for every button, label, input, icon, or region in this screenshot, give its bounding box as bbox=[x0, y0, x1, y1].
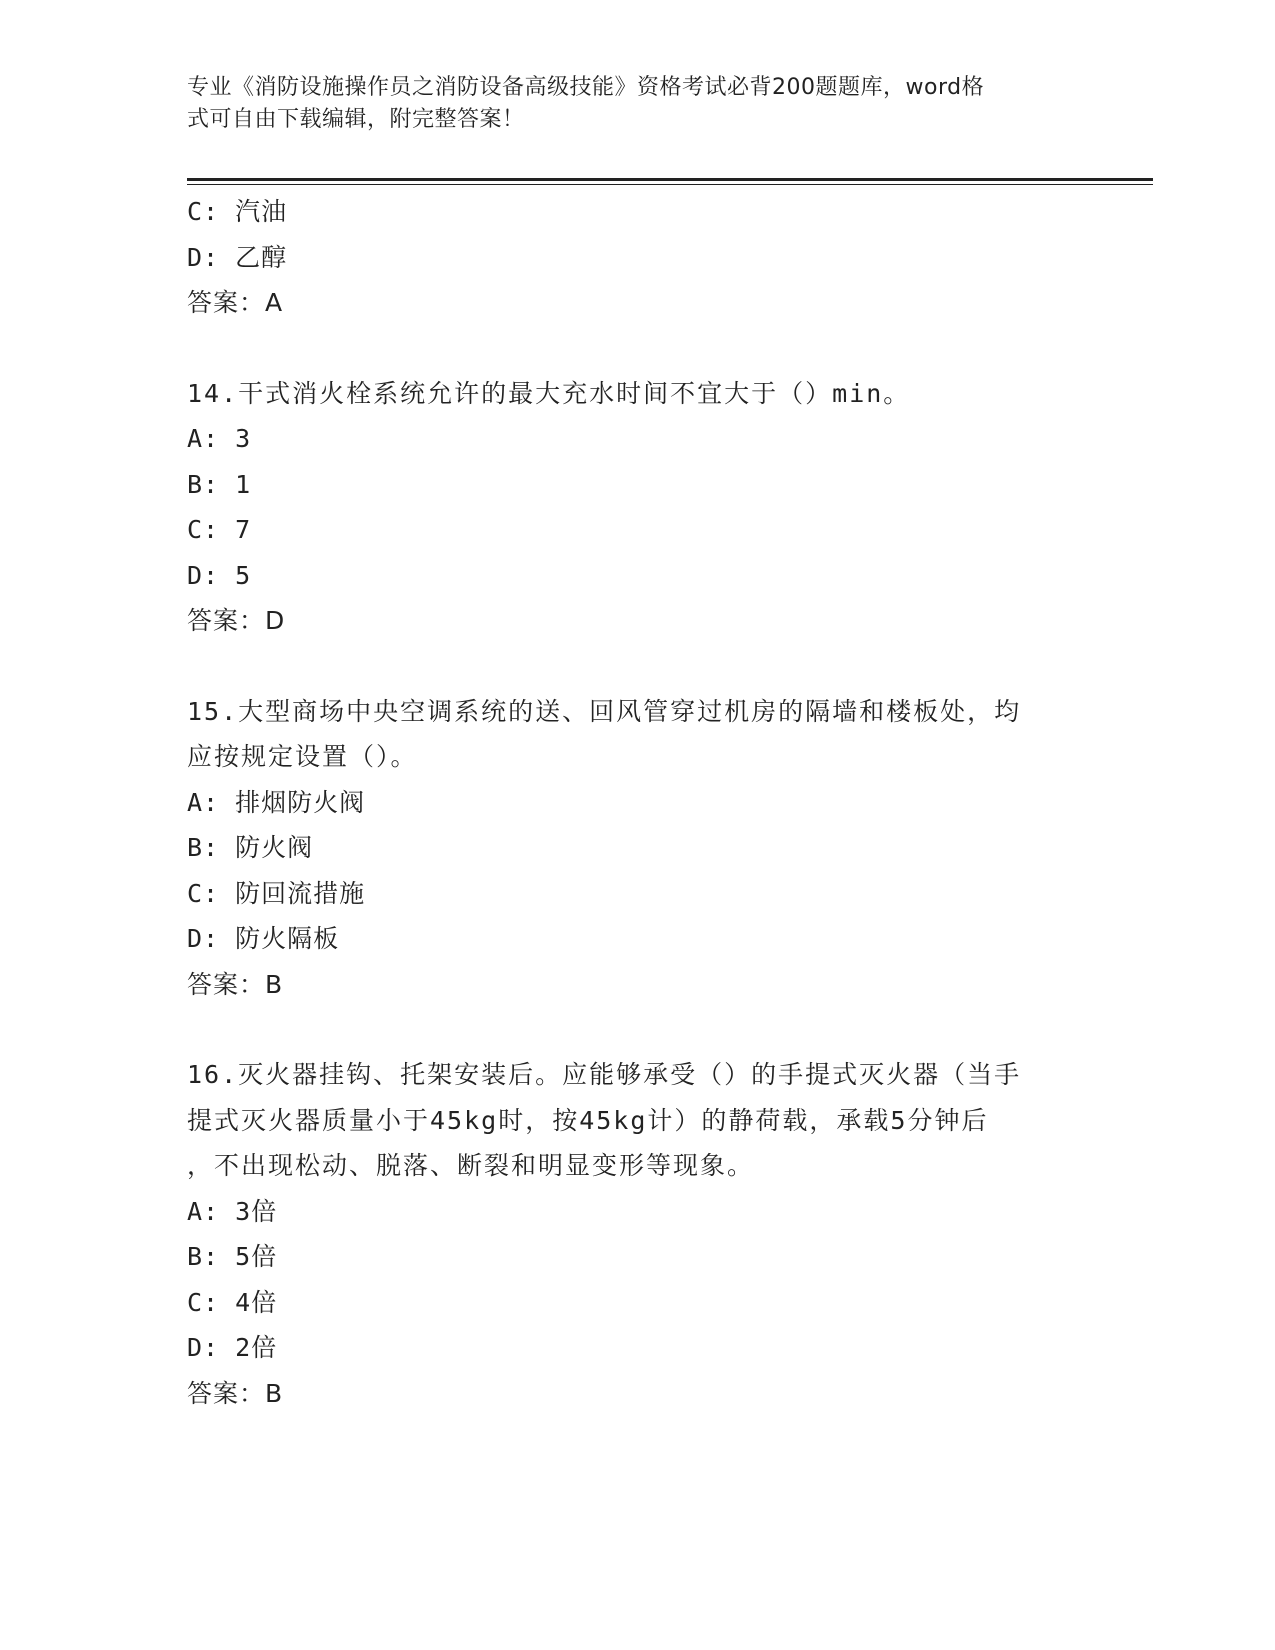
answer-line: 答案：B bbox=[187, 1378, 284, 1408]
question-list bbox=[187, 189, 1087, 1416]
answer-line: 答案：D bbox=[187, 606, 286, 635]
option-b: B: 防火阀 bbox=[187, 833, 314, 862]
option-d: D: 防火隔板 bbox=[187, 924, 340, 953]
question-14 bbox=[187, 371, 1087, 644]
question-stem-line-2: 提式灭火器质量小于45kg时，按45kg计）的静荷载，承载5分钟后 bbox=[187, 1105, 989, 1135]
question-stem: 14.干式消火栓系统允许的最大充水时间不宜大于（）min。 bbox=[187, 378, 911, 408]
answer-line: 答案：B bbox=[187, 969, 284, 999]
question-stem-line-1: 16.灭火器挂钩、托架安装后。应能够承受（）的手提式灭火器（当手 bbox=[187, 1060, 1022, 1089]
question-15 bbox=[187, 689, 1087, 1008]
header-divider-thin bbox=[187, 184, 1153, 185]
question-stem-line-3: ，不出现松动、脱落、断裂和明显变形等现象。 bbox=[187, 1151, 755, 1180]
option-c: C: 7 bbox=[187, 515, 252, 544]
answer-line: 答案：A bbox=[187, 288, 284, 317]
option-a: A: 排烟防火阀 bbox=[187, 787, 366, 817]
option-a: A: 3 bbox=[187, 424, 252, 453]
option-b: B: 5倍 bbox=[187, 1242, 278, 1271]
option-c: C: 4倍 bbox=[187, 1287, 278, 1317]
question-stem-line-1: 15.大型商场中央空调系统的送、回风管穿过机房的隔墙和楼板处，均 bbox=[187, 696, 1022, 726]
header-divider-thick bbox=[187, 178, 1153, 181]
option-b: B: 1 bbox=[187, 469, 252, 499]
option-a: A: 3倍 bbox=[187, 1196, 278, 1226]
previous-question-tail bbox=[187, 189, 1087, 326]
option-c: C: 汽油 bbox=[187, 197, 288, 226]
option-d: D: 2倍 bbox=[187, 1333, 278, 1362]
option-d: D: 乙醇 bbox=[187, 242, 288, 272]
header-line-2: 式可自由下载编辑，附完整答案！ bbox=[187, 107, 525, 132]
option-c: C: 防回流措施 bbox=[187, 878, 366, 908]
question-16 bbox=[187, 1052, 1087, 1416]
option-d: D: 5 bbox=[187, 560, 252, 590]
header-line-1: 专业《消防设施操作员之消防设备高级技能》资格考试必背200题题库，word格 bbox=[187, 75, 985, 100]
question-stem-line-2: 应按规定设置（）。 bbox=[187, 742, 418, 771]
document-header bbox=[187, 72, 1067, 136]
